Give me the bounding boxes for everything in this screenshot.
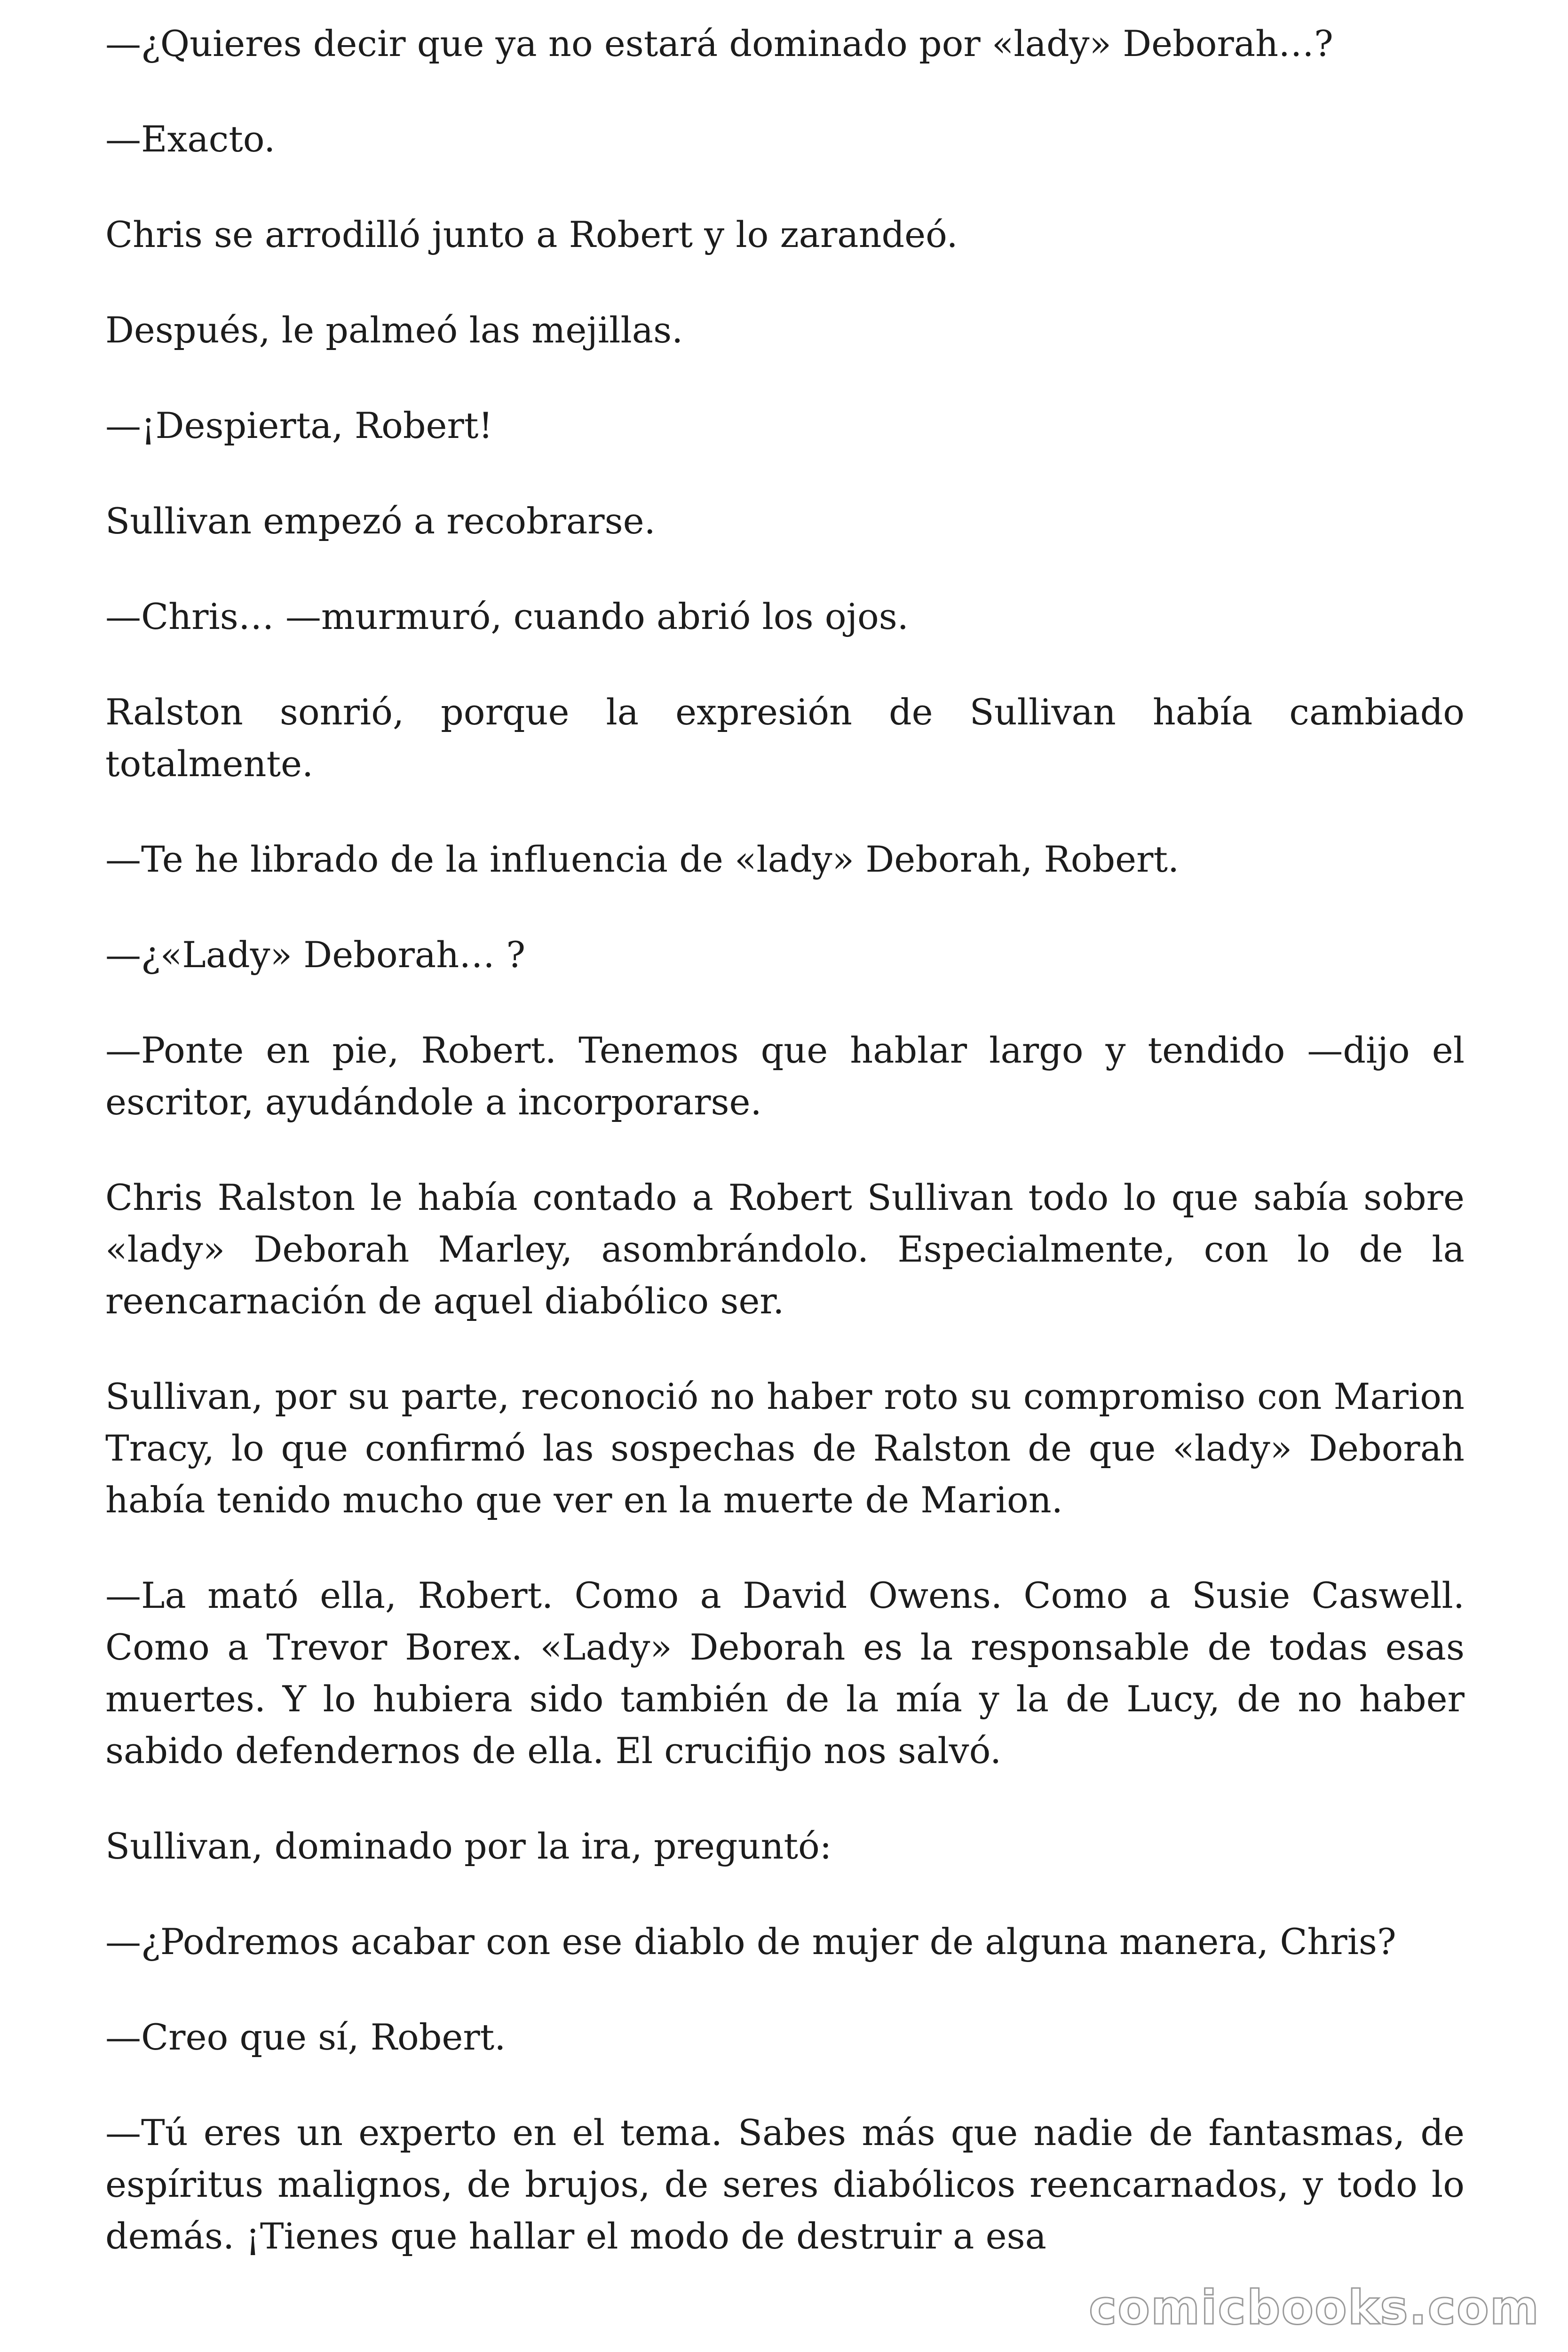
paragraph: Sullivan, dominado por la ira, preguntó: bbox=[105, 1825, 832, 1867]
paragraph: —¿Quieres decir que ya no estará dominado por «lady» Deborah…? bbox=[105, 23, 1333, 64]
paragraph: Chris Ralston le había contado a Robert Sullivan todo lo que sabía sobre «lady» Deborah Marley, asombrándolo. Especialmente, con lo de la reencarnación de aquel diabólico ser. bbox=[105, 1176, 1465, 1322]
paragraph: —Ponte en pie, Robert. Tenemos que hablar largo y tendido —dijo el escritor, ayudándole a incorporarse. bbox=[105, 1029, 1465, 1123]
page-text bbox=[105, 18, 1465, 2306]
paragraph: Sullivan empezó a recobrarse. bbox=[105, 500, 656, 542]
paragraph: —Chris… —murmuró, cuando abrió los ojos. bbox=[105, 596, 909, 637]
paragraph: —La mató ella, Robert. Como a David Owens. Como a Susie Caswell. Como a Trevor Borex. «Lady» Deborah es la responsable de todas esas muertes. Y lo hubiera sido también de la mía y la de Lucy, de no haber sabido defendernos de ella. El crucifijo nos salvó. bbox=[105, 1574, 1465, 1772]
paragraph: —¿Podremos acabar con ese diablo de mujer de alguna manera, Chris? bbox=[105, 1921, 1396, 1963]
paragraph: Ralston sonrió, porque la expresión de Sullivan había cambiado totalmente. bbox=[105, 691, 1465, 785]
paragraph: —Te he librado de la influencia de «lady» Deborah, Robert. bbox=[105, 838, 1180, 880]
paragraph: —Creo que sí, Robert. bbox=[105, 2016, 506, 2058]
watermark-logo: comicbooks.com bbox=[1089, 2280, 1540, 2335]
paragraph: —Exacto. bbox=[105, 118, 276, 160]
paragraph: Sullivan, por su parte, reconoció no haber roto su compromiso con Marion Tracy, lo que confirmó las sospechas de Ralston de que «lady» Deborah había tenido mucho que ver en la muerte de Marion. bbox=[105, 1375, 1465, 1521]
paragraph: —¿«Lady» Deborah… ? bbox=[105, 934, 526, 976]
paragraph: —Tú eres un experto en el tema. Sabes más que nadie de fantasmas, de espíritus malignos, de brujos, de seres diabólicos reencarnados, y todo lo demás. ¡Tienes que hallar el modo de destruir a esa bbox=[105, 2112, 1465, 2257]
paragraph: —¡Despierta, Robert! bbox=[105, 405, 493, 446]
paragraph: Chris se arrodilló junto a Robert y lo zarandeó. bbox=[105, 214, 958, 255]
paragraph: Después, le palmeó las mejillas. bbox=[105, 309, 683, 351]
